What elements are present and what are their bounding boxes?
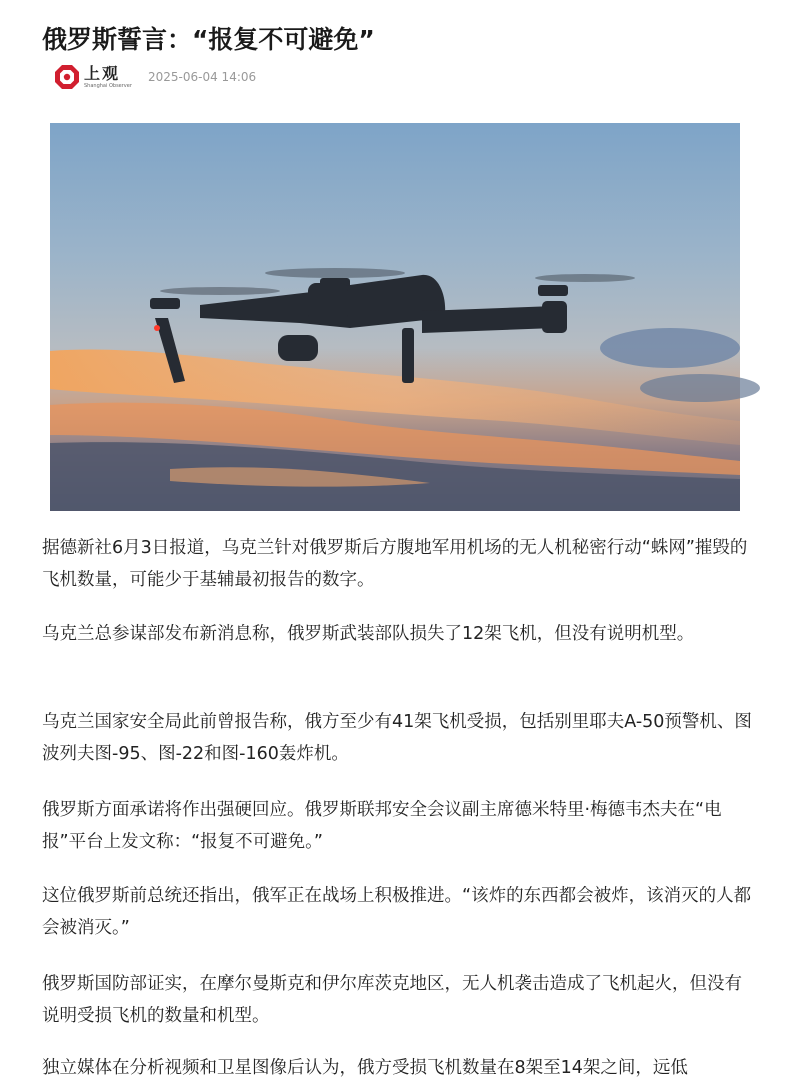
article-paragraph: 乌克兰总参谋部发布新消息称，俄罗斯武装部队损失了12架飞机，但没有说明机型。 <box>42 624 695 644</box>
article-paragraph: 据德新社6月3日报道，乌克兰针对俄罗斯后方腹地军用机场的无人机秘密行动“蛛网”摧毁的飞机数量，可能少于基辅最初报告的数字。 <box>42 538 748 590</box>
source-logo[interactable] <box>54 60 132 94</box>
source-name-en: Shanghai Observer <box>84 82 132 89</box>
source-name: 上观 <box>84 63 121 83</box>
hero-image <box>50 123 740 511</box>
article-paragraph: 独立媒体在分析视频和卫星图像后认为，俄方受损飞机数量在8架至14架之间，远低 <box>42 1058 688 1078</box>
article-meta <box>54 60 256 94</box>
article-paragraph: 俄罗斯国防部证实，在摩尔曼斯克和伊尔库茨克地区，无人机袭击造成了飞机起火，但没有说明受损飞机的数量和机型。 <box>42 974 742 1026</box>
article-paragraph: 乌克兰国家安全局此前曾报告称，俄方至少有41架飞机受损，包括别里耶夫A-50预警机、图波列夫图-95、图-22和图-160轰炸机。 <box>42 712 752 764</box>
article-paragraph: 这位俄罗斯前总统还指出，俄军正在战场上积极推进。“该炸的东西都会被炸，该消灭的人都会被消灭。” <box>42 886 752 938</box>
shanghai-observer-logo-icon <box>54 64 80 90</box>
source-logo-text <box>84 63 132 89</box>
article-title: 俄罗斯誓言：“报复不可避免” <box>42 25 375 54</box>
publish-date: 2025-06-04 14:06 <box>148 70 257 84</box>
article-paragraph: 俄罗斯方面承诺将作出强硬回应。俄罗斯联邦安全会议副主席德米特里·梅德韦杰夫在“电报”平台上发文称：“报复不可避免。” <box>42 800 722 852</box>
